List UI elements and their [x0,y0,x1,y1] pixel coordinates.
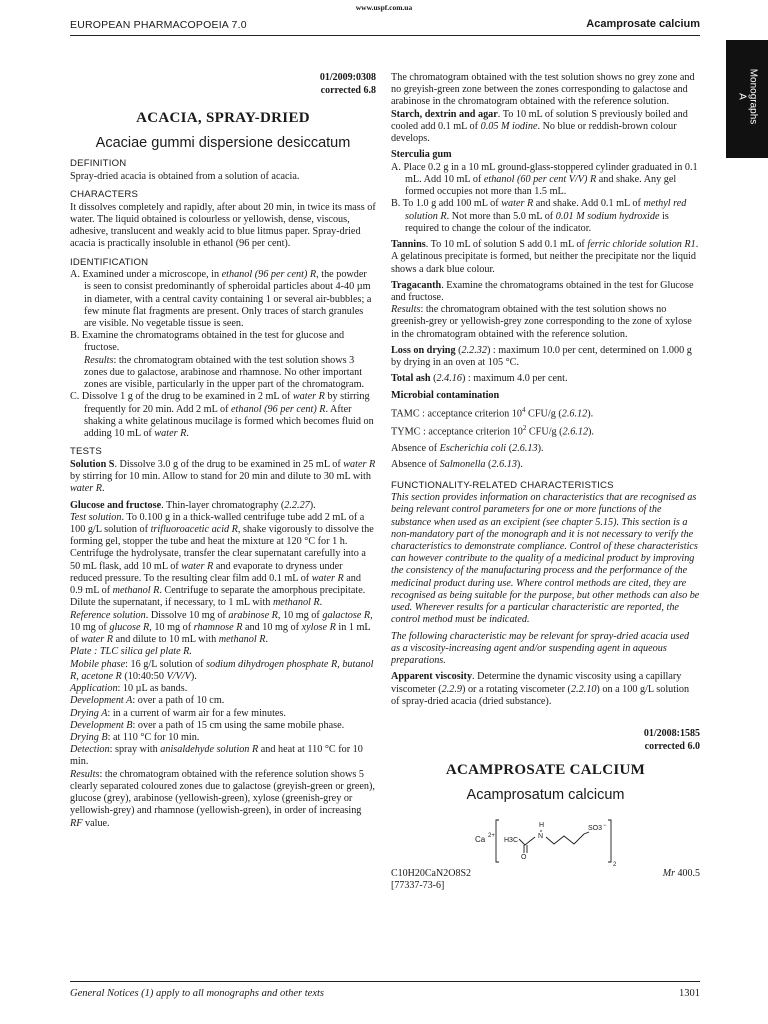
struct-so3: SO3 [588,825,603,833]
molecular-formula: C10H20CaN2O8S2 [391,868,472,880]
test-microbial-head: Microbial contamination [391,389,500,401]
struct-o: O [521,854,527,862]
section-frc: FUNCTIONALITY-RELATED CHARACTERISTICS [391,479,614,491]
struct-h3c: H3C [504,837,519,845]
plate: Plate : TLC silica gel plate R. [70,646,192,658]
section-tab-label: Monographs A [737,68,759,125]
sterculia-a: A. Place 0.2 g in a 10 mL ground-glass-stoppered cylinder graduated in 0.1 mL. Add 10 mL of ethanol (60 per cent V/V) R and shake. Any gel formed occupies not more than 1.5 mL. [391,161,698,198]
monograph2-title: ACAMPROSATE CALCIUM [445,762,646,779]
struct-subscript: 2 [613,862,617,869]
footer-notice: General Notices (1) apply to all monographs and other texts [70,988,325,999]
running-header-right: Acamprosate calcium [586,18,700,30]
monograph2-ref: 01/2008:1585 corrected 6.0 [643,728,700,752]
struct-ca: Ca [475,835,486,845]
drying-b: Drying B: at 110 °C for 10 min. [70,732,200,743]
test-starch-dextrin-agar: Starch, dextrin and agar. To 10 mL of solution S previously boiled and cooled add 0.1 mL of 0.05 M iodine. No blue or reddish-brown colour develops. [391,108,688,145]
header-rule [70,35,700,36]
test-tragacanth: Tragacanth. Examine the chromatograms obtained in the test for Glucose and fructose. [391,279,694,303]
drying-a: Drying A: in a current of warm air for a few minutes. [70,707,286,719]
test-solution-s: Solution S. Dissolve 3.0 g of the drug to be examined in 25 mL of water R by stirring for 10 min. Allow to stand for 20 min and dilute to 30 mL with water R. [70,458,376,495]
absence-salmonella: Absence of Salmonella (2.6.13). [391,459,523,471]
left-column [70,72,376,830]
structure-drawing [391,810,700,870]
identification-a: A. Examined under a microscope, in ethanol (96 per cent) R, the powder is seen to consist predominantly of spheroidal particles about 4-40 µm in diameter, with a central cavity containing 1 or several air-bubbles; a few minute flat fragments are present. Only traces of starch granules are visible. No vegetable tissue is seen. [70,269,372,329]
identification-b-results: Results: the chromatogram obtained with the test solution shows 3 zones due to galactose, arabinose and rhamnose. No other important zones are visible, particularly in the upper part of the chromatogram. [84,354,365,391]
relative-molecular-mass: Mr 400.5 [662,868,700,880]
section-definition: DEFINITION [70,158,127,170]
running-header-left: EUROPEAN PHARMACOPOEIA 7.0 [70,19,247,31]
tamc: TAMC : acceptance criterion $10^4$ CFU/g (2.6.12). [391,405,594,420]
test-sterculia-gum-head: Sterculia gum [391,149,452,161]
page-number: 1301 [679,988,700,999]
development-a: Development A: over a path of 10 cm. [70,695,225,707]
section-tab [726,40,768,158]
development-b: Development B: over a path of 15 cm using the same mobile phase. [70,719,345,731]
frc-text-2: The following characteristic may be relevant for spray-dried acacia used as a viscosity-increasing agent and/or suspending agent in aqueous preparations. [391,630,690,667]
results-continued: The chromatogram obtained with the test solution shows no grey zone and no greyish-green zone between the zones corresponding to galactose and arabinose in the chromatogram obtained with the reference solution. [391,72,695,108]
monograph-title: ACACIA, SPRAY-DRIED [136,110,310,126]
section-identification: IDENTIFICATION [70,256,149,268]
footer-rule [70,981,700,982]
absence-ecoli: Absence of Escherichia coli (2.6.13). [391,443,544,455]
sterculia-b: B. To 1.0 g add 100 mL of water R and shake. Add 0.1 mL of methyl red solution R. Not more than 5.0 mL of 0.01 M sodium hydroxide is required to change the colour of the indicator. [391,198,687,234]
test-loss-on-drying: Loss on drying (2.2.32) : maximum 10.0 per cent, determined on 1.000 g by drying in an oven at 105 °C. [391,344,692,369]
struct-nh: H [539,822,545,830]
tragacanth-results: Results: the chromatogram obtained with the test solution shows no greenish-grey or yellowish-grey zone corresponding to the zone of xylose in the chromatogram obtained with the reference solution. [391,304,692,340]
detection: Detection: spray with anisaldehyde solution R and heat at 110 °C for 10 min. [70,744,363,768]
identification-c: C. Dissolve 1 g of the drug to be examined in 2 mL of water R by stirring frequently for 20 min. Add 2 mL of ethanol (96 per cent) R. After shaking a white gelatinous mucilage is formed which becomes fluid on adding 10 mL of water R. [70,391,374,440]
definition-text: Spray-dried acacia is obtained from a solution of acacia. [70,170,300,182]
struct-so3-charge: − [603,823,607,830]
struct-ca-charge: 2+ [488,833,495,840]
site-url: www.uspf.com.ua [355,3,413,12]
chemical-structure [391,810,700,869]
mobile-phase: Mobile phase: 16 g/L solution of sodium dihydrogen phosphate R, butanol R, acetone R (10:40:50 V/V/V). [70,658,374,682]
struct-n: N [538,833,544,841]
results: Results: the chromatogram obtained with the reference solution shows 5 clearly separated coloured zones due to galactose (greyish-green or green), glucose (grey), arabinose (yellowish-green), xylose (greenish-grey or yellowish-grey) and rhamnose (yellowish-green), in order of increasing RF value. [70,768,375,829]
test-glucose-fructose: Glucose and fructose. Thin-layer chromatography (2.2.27). [70,499,316,511]
section-tests: TESTS [70,446,102,458]
monograph-latin-title: Acaciae gummi dispersione desiccatum [95,135,351,151]
cas-number: [77337-73-6] [391,880,445,892]
application: Application: 10 µL as bands. [70,683,188,695]
monograph-ref: 01/2009:0308 corrected 6.8 [319,72,376,96]
frc-text: This section provides information on characteristics that are recognised as being relevant control parameters for one or more functions of the substance when used as an excipient (see chapter 5.15). This section is a non-mandatory part of the monograph and it is not necessary to verify the characteristics to demonstrate compliance. Control of these characteristics can however contribute to the quality of a medicinal product by improving the consistency of the manufacturing process and the performance of the medicinal product during use. Where control methods are cited, they are recognised as being suitable for the purpose, but other methods can also be used. Wherever results for a particular characteristic are reported, the control method must be indicated. [391,492,700,626]
characters-text: It dissolves completely and rapidly, after about 20 min, in twice its mass of water. The liquid obtained is colourless or yellowish, dense, viscous, adhesive, translucent and weakly acid to blue litmus paper. Spray-dried acacia is practically insoluble in ethanol (96 per cent). [70,201,376,250]
section-characters: CHARACTERS [70,189,139,201]
monograph2-latin-title: Acamprosatum calcicum [466,787,625,804]
test-total-ash: Total ash (2.4.16) : maximum 4.0 per cent. [391,373,568,385]
right-column [391,72,700,892]
reference-solution: Reference solution. Dissolve 10 mg of arabinose R, 10 mg of galactose R, 10 mg of glucose R, 10 mg of rhamnose R and 10 mg of xylose R in 1 mL of water R and dilute to 10 mL with methanol R. [70,609,373,646]
tymc: TYMC : acceptance criterion $10^2$ CFU/g (2.6.12). [391,424,594,438]
test-solution-prep: Test solution. To 0.100 g in a thick-walled centrifuge tube add 2 mL of a 100 g/L solution of trifluoroacetic acid R, shake vigorously to dissolve the forming gel, stopper the tube and heat the mixture at 120 °C for 1 h. Centrifuge the hydrolysate, transfer the clear supernatant carefully into a 50 mL flask, add 10 mL of water R and evaporate to dryness under reduced pressure. To the resulting clear film add 0.1 mL of water R and 0.9 mL of methanol R. Centrifuge to separate the amorphous precipitate. Dilute the supernatant, if necessary, to 1 mL with methanol R. [70,511,374,609]
identification-b: B. Examine the chromatograms obtained in the test for glucose and fructose. [70,330,345,354]
test-tannins: Tannins. To 10 mL of solution S add 0.1 mL of ferric chloride solution R1. A gelatinous precipitate is formed, but neither the precipitate nor the liquid shows a dark blue colour. [391,239,699,275]
apparent-viscosity: Apparent viscosity. Determine the dynamic viscosity using a capillary viscometer (2.2.9) or a rotating viscometer (2.2.10) on a 100 g/L solution of spray-dried acacia (dried substance). [391,671,690,707]
